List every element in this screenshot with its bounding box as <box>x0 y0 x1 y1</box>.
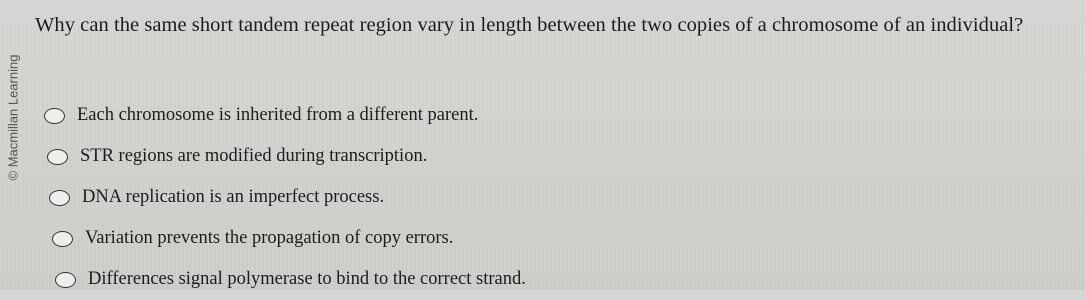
answer-option-2[interactable] <box>47 136 526 177</box>
answer-option-label: DNA replication is an imperfect process. <box>82 187 385 207</box>
answer-option-5[interactable] <box>55 259 526 300</box>
radio-button-icon[interactable] <box>47 149 68 165</box>
answer-option-3[interactable] <box>49 177 526 218</box>
radio-button-icon[interactable] <box>44 108 65 124</box>
answer-option-1[interactable] <box>44 95 526 136</box>
answer-option-label: Each chromosome is inherited from a different parent. <box>77 105 479 125</box>
answer-option-label: Differences signal polymerase to bind to the correct strand. <box>88 269 526 289</box>
answer-option-label: STR regions are modified during transcription. <box>80 146 428 166</box>
radio-button-icon[interactable] <box>52 231 73 247</box>
question-text: Why can the same short tandem repeat region vary in length between the two copies of a chromosome of an individual? <box>35 14 1024 36</box>
copyright-credit: © Macmillan Learning <box>5 54 21 181</box>
radio-button-icon[interactable] <box>49 190 70 206</box>
answer-options <box>44 95 526 300</box>
answer-option-label: Variation prevents the propagation of copy errors. <box>85 228 454 248</box>
radio-button-icon[interactable] <box>55 272 76 288</box>
answer-option-4[interactable] <box>52 218 526 259</box>
